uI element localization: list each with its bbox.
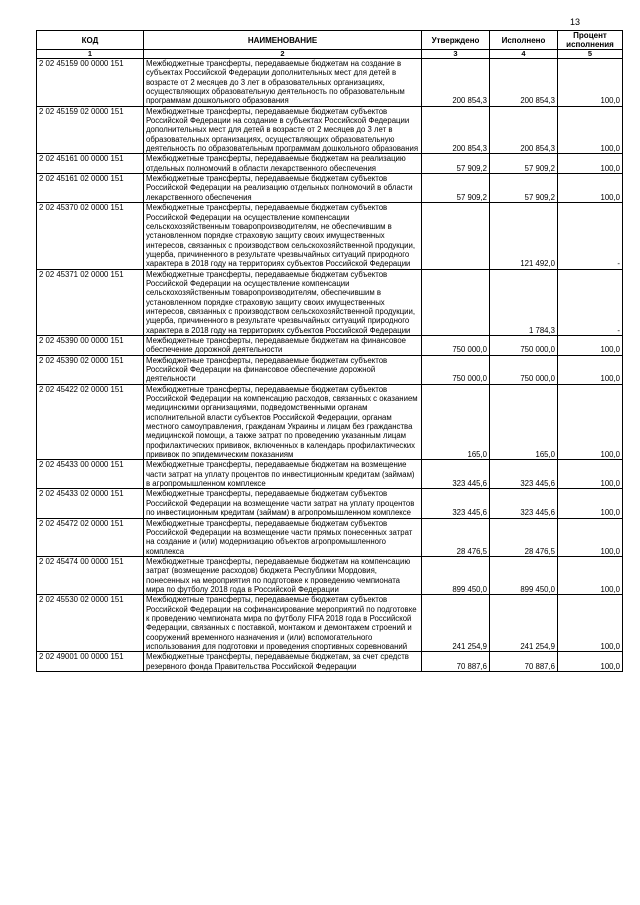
table-row [37, 384, 623, 460]
row-executed: 323 445,6 [490, 460, 558, 489]
header-executed: Исполнено [490, 31, 558, 50]
row-code: 2 02 45474 00 0000 151 [37, 556, 144, 594]
row-approved: 70 887,6 [422, 652, 490, 672]
row-executed: 200 854,3 [490, 106, 558, 154]
row-name: Межбюджетные трансферты, передаваемые бюджетам на создание в субъектах Российской Федерации дополнительных мест для детей в возрасте от 2 месяцев до 3 лет в образовательных организациях, осуществляющих образовательную деятельность по образовательным программам дошкольного образования [144, 59, 422, 107]
page-number: 13 [570, 17, 581, 27]
table-row [37, 652, 623, 672]
table-body [37, 59, 623, 672]
row-code: 2 02 45433 00 0000 151 [37, 460, 144, 489]
row-name: Межбюджетные трансферты, передаваемые бюджетам субъектов Российской Федерации на осуществление компенсации сельскохозяйственным товаропроизводителям, обеспечившим в установленном порядке страховую защиту своих имущественных интересов, связанных с производством сельскохозяйственной продукции, ущерба, причиненного в результате чрезвычайных ситуаций природного характера в 2018 году на территориях субъектов Российской Федерации [144, 269, 422, 335]
row-code: 2 02 49001 00 0000 151 [37, 652, 144, 672]
table-row [37, 106, 623, 154]
row-approved: 200 854,3 [422, 59, 490, 107]
row-code: 2 02 45390 00 0000 151 [37, 335, 144, 355]
table-row [37, 154, 623, 174]
row-name: Межбюджетные трансферты, передаваемые бюджетам субъектов Российской Федерации на осуществление компенсации сельскохозяйственным товаропроизводителям, не обеспечившим в установленном порядке страховую защиту своих имущественных интересов, связанных с производством сельскохозяйственной продукции, ущерба, причиненного в результате чрезвычайных ситуаций природного характера в 2018 году на территориях субъектов Российской Федерации [144, 203, 422, 269]
row-name: Межбюджетные трансферты, передаваемые бюджетам на финансовое обеспечение дорожной деятельности [144, 335, 422, 355]
row-name: Межбюджетные трансферты, передаваемые бюджетам на реализацию отдельных полномочий в области лекарственного обеспечения [144, 154, 422, 174]
row-approved: 200 854,3 [422, 106, 490, 154]
header-code: КОД [37, 31, 144, 50]
row-executed: 200 854,3 [490, 59, 558, 107]
row-name: Межбюджетные трансферты, передаваемые бюджетам субъектов Российской Федерации на софинансирование мероприятий по подготовке к проведению чемпионата мира по футболу FIFA 2018 года в Российской Федерации, связанных с поставкой, монтажом и демонтажем строений и сооружений временного назначения и (или) вспомогательного использования для подготовки и проведения спортивных соревнований [144, 595, 422, 652]
table-row [37, 269, 623, 335]
row-code: 2 02 45371 02 0000 151 [37, 269, 144, 335]
row-code: 2 02 45472 02 0000 151 [37, 518, 144, 556]
row-percent: 100,0 [558, 59, 623, 107]
row-executed: 28 476,5 [490, 518, 558, 556]
row-percent: 100,0 [558, 518, 623, 556]
row-executed: 70 887,6 [490, 652, 558, 672]
row-executed: 1 784,3 [490, 269, 558, 335]
row-name: Межбюджетные трансферты, передаваемые бюджетам субъектов Российской Федерации на компенсацию расходов, связанных с оказанием медицинскими организациями, подведомственными органам исполнительной власти субъектов Российской Федерации, органам местного самоуправления, гражданам Украины и лицам без гражданства медицинской помощи, а также затрат по проведению указанным лицам профилактических прививок, включенных в календарь профилактических прививок по эпидемическим показаниям [144, 384, 422, 460]
header-name: НАИМЕНОВАНИЕ [144, 31, 422, 50]
row-code: 2 02 45161 00 0000 151 [37, 154, 144, 174]
table-header-row [37, 31, 623, 50]
table-row [37, 556, 623, 594]
row-name: Межбюджетные трансферты, передаваемые бюджетам на компенсацию затрат (возмещение расходов) бюджета Республики Мордовия, понесенных на мероприятия по подготовке к проведению чемпионата мира по футболу 2018 года в Российской Федерации [144, 556, 422, 594]
table-row [37, 59, 623, 107]
row-approved: 57 909,2 [422, 174, 490, 203]
row-name: Межбюджетные трансферты, передаваемые бюджетам на возмещение части затрат на уплату процентов по инвестиционным кредитам (займам) в агропромышленном комплексе [144, 460, 422, 489]
row-percent: 100,0 [558, 489, 623, 518]
row-executed: 899 450,0 [490, 556, 558, 594]
row-approved [422, 269, 490, 335]
row-code: 2 02 45159 00 0000 151 [37, 59, 144, 107]
row-approved: 323 445,6 [422, 460, 490, 489]
row-executed: 323 445,6 [490, 489, 558, 518]
row-name: Межбюджетные трансферты, передаваемые бюджетам субъектов Российской Федерации на финансовое обеспечение дорожной деятельности [144, 355, 422, 384]
table-row [37, 174, 623, 203]
row-approved: 57 909,2 [422, 154, 490, 174]
column-number: 1 [37, 50, 144, 59]
row-approved: 241 254,9 [422, 595, 490, 652]
row-executed: 750 000,0 [490, 335, 558, 355]
row-code: 2 02 45390 02 0000 151 [37, 355, 144, 384]
row-name: Межбюджетные трансферты, передаваемые бюджетам, за счет средств резервного фонда Правительства Российской Федерации [144, 652, 422, 672]
row-approved: 323 445,6 [422, 489, 490, 518]
row-executed: 750 000,0 [490, 355, 558, 384]
row-executed: 57 909,2 [490, 154, 558, 174]
table-row [37, 460, 623, 489]
row-executed: 165,0 [490, 384, 558, 460]
budget-table [36, 30, 623, 672]
table-row [37, 203, 623, 269]
row-code: 2 02 45530 02 0000 151 [37, 595, 144, 652]
table-row [37, 489, 623, 518]
row-percent: 100,0 [558, 595, 623, 652]
column-number: 5 [558, 50, 623, 59]
table-row [37, 595, 623, 652]
row-percent: 100,0 [558, 174, 623, 203]
row-percent: 100,0 [558, 652, 623, 672]
column-number-row [37, 50, 623, 59]
header-percent: Процент исполнения [558, 31, 623, 50]
row-percent: - [558, 203, 623, 269]
row-code: 2 02 45159 02 0000 151 [37, 106, 144, 154]
row-percent: 100,0 [558, 335, 623, 355]
row-code: 2 02 45161 02 0000 151 [37, 174, 144, 203]
header-approved: Утверждено [422, 31, 490, 50]
column-number: 3 [422, 50, 490, 59]
row-executed: 241 254,9 [490, 595, 558, 652]
row-approved: 750 000,0 [422, 335, 490, 355]
row-executed: 121 492,0 [490, 203, 558, 269]
row-name: Межбюджетные трансферты, передаваемые бюджетам субъектов Российской Федерации на возмещение части затрат на уплату процентов по инвестиционным кредитам (займам) в агропромышленном комплексе [144, 489, 422, 518]
row-executed: 57 909,2 [490, 174, 558, 203]
row-name: Межбюджетные трансферты, передаваемые бюджетам субъектов Российской Федерации на возмещение части прямых понесенных затрат на создание и (или) модернизацию объектов агропромышленного комплекса [144, 518, 422, 556]
row-approved: 165,0 [422, 384, 490, 460]
table-row [37, 518, 623, 556]
row-code: 2 02 45422 02 0000 151 [37, 384, 144, 460]
row-percent: 100,0 [558, 154, 623, 174]
row-percent: 100,0 [558, 384, 623, 460]
row-percent: 100,0 [558, 556, 623, 594]
row-percent: 100,0 [558, 460, 623, 489]
row-code: 2 02 45370 02 0000 151 [37, 203, 144, 269]
row-percent: - [558, 269, 623, 335]
row-code: 2 02 45433 02 0000 151 [37, 489, 144, 518]
row-approved: 899 450,0 [422, 556, 490, 594]
column-number: 2 [144, 50, 422, 59]
row-percent: 100,0 [558, 106, 623, 154]
table-row [37, 335, 623, 355]
row-name: Межбюджетные трансферты, передаваемые бюджетам субъектов Российской Федерации на создание в субъектах Российской Федерации дополнительных мест для детей в возрасте от 2 месяцев до 3 лет в образовательных организациях, осуществляющих образовательную деятельность по образовательным программам дошкольного образования [144, 106, 422, 154]
table-row [37, 355, 623, 384]
row-approved [422, 203, 490, 269]
row-approved: 28 476,5 [422, 518, 490, 556]
row-percent: 100,0 [558, 355, 623, 384]
row-approved: 750 000,0 [422, 355, 490, 384]
row-name: Межбюджетные трансферты, передаваемые бюджетам субъектов Российской Федерации на реализацию отдельных полномочий в области лекарственного обеспечения [144, 174, 422, 203]
column-number: 4 [490, 50, 558, 59]
